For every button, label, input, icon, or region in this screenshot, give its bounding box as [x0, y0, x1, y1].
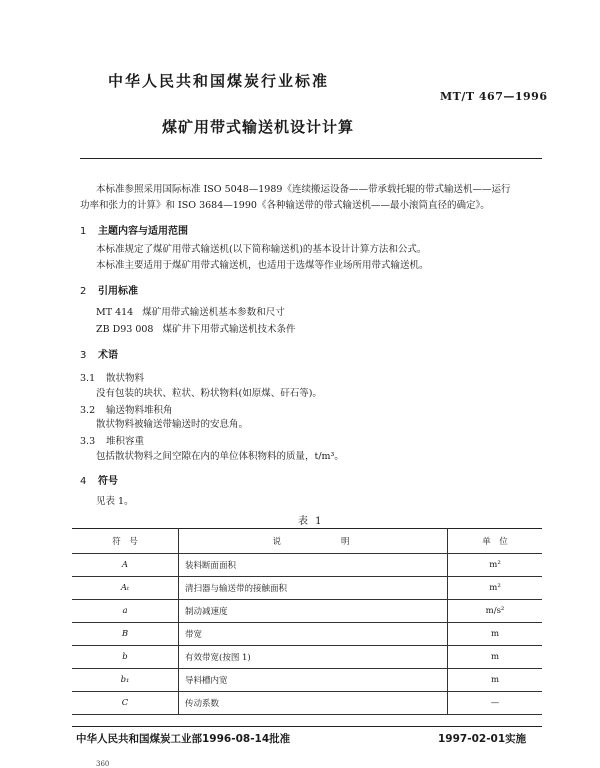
- unit-cell: m: [448, 646, 543, 669]
- reference-2: ZB D93 008 煤矿井下用带式输送机技术条件: [96, 324, 296, 335]
- term-number: 3.1: [80, 373, 96, 384]
- description-cell: 传动系数: [179, 692, 448, 715]
- unit-cell: m²: [448, 554, 543, 577]
- term-3-2-definition: 散状物料被输送带输送时的安息角。: [96, 419, 249, 430]
- description-cell: 导料槽内宽: [179, 669, 448, 692]
- header-unit: 单 位: [448, 529, 543, 554]
- description-cell: 有效带宽(按图 1): [179, 646, 448, 669]
- unit-cell: —: [448, 692, 543, 715]
- document-title: 煤矿用带式输送机设计计算: [162, 118, 355, 136]
- section-title: 引用标准: [98, 286, 138, 297]
- term-3-3-definition: 包括散状物料之间空隙在内的单位体积物料的质量，t/m³。: [96, 451, 344, 462]
- term-name: 输送物料堆积角: [106, 405, 173, 416]
- table-row: [72, 623, 542, 646]
- standard-code: MT/T 467—1996: [440, 90, 548, 103]
- symbol-cell: Aₜ: [72, 577, 179, 600]
- table-title: 表 1: [298, 516, 324, 527]
- section-number: 2: [80, 286, 87, 297]
- description-cell: 带宽: [179, 623, 448, 646]
- unit-cell: m: [448, 623, 543, 646]
- section-title: 术语: [98, 350, 118, 361]
- description-cell: 清扫器与输送带的接触面积: [179, 577, 448, 600]
- section-2-heading: [80, 282, 138, 297]
- section-title: 主题内容与适用范围: [98, 226, 188, 237]
- table-row: [72, 554, 542, 577]
- unit-cell: m/s²: [448, 600, 543, 623]
- header-symbol: 符 号: [72, 529, 179, 554]
- section-1-para-1: 本标准规定了煤矿用带式输送机(以下简称输送机)的基本设计计算方法和公式。: [96, 244, 427, 255]
- reference-1: MT 414 煤矿用带式输送机基本参数和尺寸: [96, 307, 285, 318]
- org-title: 中华人民共和国煤炭行业标准: [108, 72, 330, 90]
- symbols-table: [72, 528, 542, 715]
- implementation-date: 1997-02-01实施: [438, 733, 527, 745]
- table-row: [72, 669, 542, 692]
- page-number: 360: [96, 760, 110, 768]
- unit-cell: m²: [448, 577, 543, 600]
- term-3-2: [80, 402, 173, 416]
- term-name: 堆积容重: [106, 436, 145, 447]
- intro-line-1: 本标准参照采用国际标准 ISO 5048—1989《连续搬运设备——带承载托辊的带式输送机——运行: [96, 184, 511, 195]
- symbol-cell: a: [72, 600, 179, 623]
- term-3-3: [80, 433, 144, 447]
- symbol-cell: b₁: [72, 669, 179, 692]
- table-row: [72, 692, 542, 715]
- description-cell: 装料断面面积: [179, 554, 448, 577]
- header-description: 说明: [179, 529, 448, 554]
- symbol-cell: b: [72, 646, 179, 669]
- section-number: 4: [80, 476, 87, 487]
- section-1-heading: [80, 222, 188, 237]
- description-cell: 制动减速度: [179, 600, 448, 623]
- section-title: 符号: [98, 476, 118, 487]
- symbol-cell: B: [72, 623, 179, 646]
- section-4-para: 见表 1。: [96, 496, 134, 507]
- table-row: [72, 646, 542, 669]
- table-header-row: [72, 529, 542, 554]
- intro-line-2: 功率和张力的计算》和 ISO 3684—1990《各种输送带的带式输送机——最小滚筒直径的确定》。: [80, 200, 490, 211]
- symbol-cell: A: [72, 554, 179, 577]
- term-number: 3.3: [80, 436, 96, 447]
- section-3-heading: [80, 346, 118, 361]
- symbol-cell: C: [72, 692, 179, 715]
- footer-divider: [72, 726, 542, 727]
- section-1-para-2: 本标准主要适用于煤矿用带式输送机，也适用于选煤等作业场所用带式输送机。: [96, 260, 429, 271]
- header-divider: [80, 158, 542, 159]
- section-number: 3: [80, 350, 87, 361]
- unit-cell: m: [448, 669, 543, 692]
- section-number: 1: [80, 226, 87, 237]
- term-3-1: [80, 370, 144, 384]
- approval-line: 中华人民共和国煤炭工业部1996-08-14批准: [76, 733, 291, 745]
- table-row: [72, 600, 542, 623]
- term-3-1-definition: 没有包装的块状、粒状、粉状物料(如原煤、矸石等)。: [96, 388, 322, 399]
- term-name: 散状物料: [106, 373, 145, 384]
- term-number: 3.2: [80, 405, 96, 416]
- section-4-heading: [80, 472, 118, 487]
- table-row: [72, 577, 542, 600]
